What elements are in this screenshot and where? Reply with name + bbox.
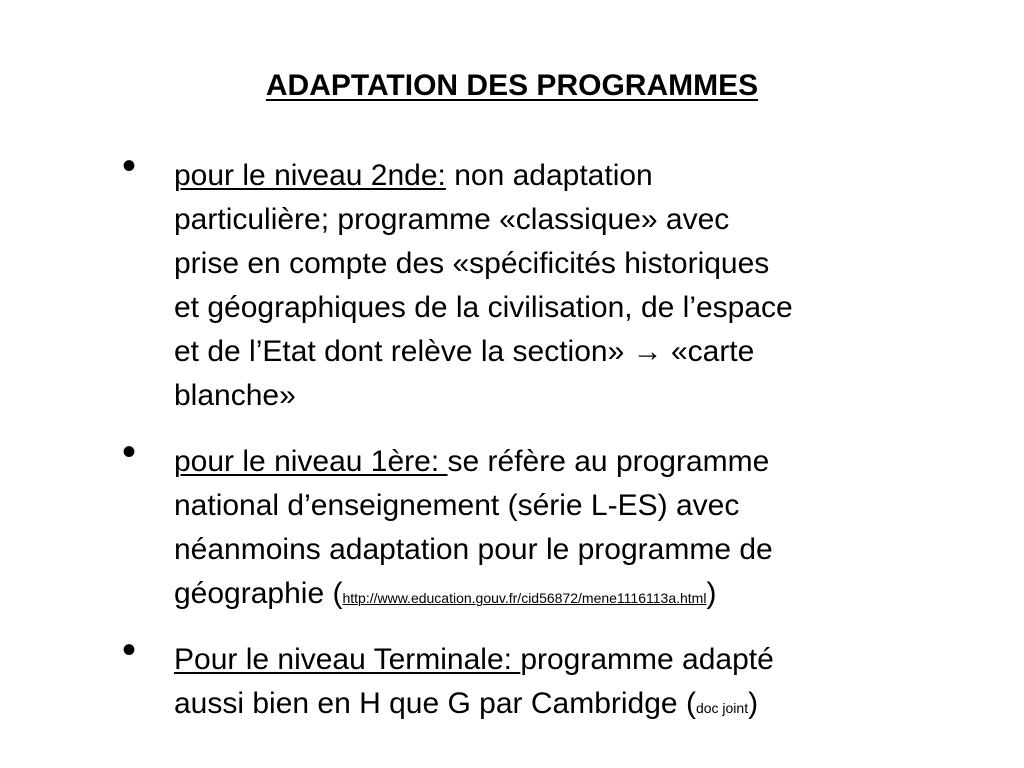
program-link[interactable]: http://www.education.gouv.fr/cid56872/mene1116113a.html: [342, 590, 707, 606]
bullet-text-terminale: [174, 638, 954, 730]
bullet-line: se réfère au programme: [447, 445, 770, 478]
bullet-line: non adaptation: [445, 159, 653, 192]
bullet-line: prise en compte des «spécificités historiques: [174, 247, 770, 280]
bullet-label-2nde: pour le niveau 2nde:: [174, 159, 446, 192]
bullet-line: géographie (: [174, 577, 343, 610]
bullet-label-1ere: pour le niveau 1ère:: [174, 445, 448, 478]
bullet-text-1ere: [174, 440, 954, 620]
bullet-line: et de l’Etat dont relève la section» → «carte: [174, 335, 755, 368]
bullet-line: ): [706, 577, 717, 610]
bullet-marker-1: •: [122, 144, 137, 188]
bullet-line: blanche»: [174, 379, 296, 412]
bullet-line: national d’enseignement (série L-ES) avec: [174, 489, 740, 522]
doc-joint-note: doc joint: [695, 700, 749, 716]
bullet-line: néanmoins adaptation pour le programme de: [174, 533, 773, 566]
bullet-text-2nde: [174, 154, 954, 418]
bullet-line: programme adapté: [520, 643, 774, 676]
title-text: ADAPTATION DES PROGRAMMES: [265, 69, 759, 102]
bullet-label-terminale: Pour le niveau Terminale:: [174, 643, 521, 676]
bullet-line: ): [748, 687, 759, 720]
bullet-marker-3: •: [122, 628, 137, 672]
bullet-marker-2: •: [122, 430, 137, 474]
bullet-line: particulière; programme «classique» avec: [174, 203, 730, 236]
bullet-line: aussi bien en H que G par Cambridge (: [174, 687, 696, 720]
slide-title: [0, 66, 1024, 106]
bullet-line: et géographiques de la civilisation, de l’espace: [174, 291, 793, 324]
